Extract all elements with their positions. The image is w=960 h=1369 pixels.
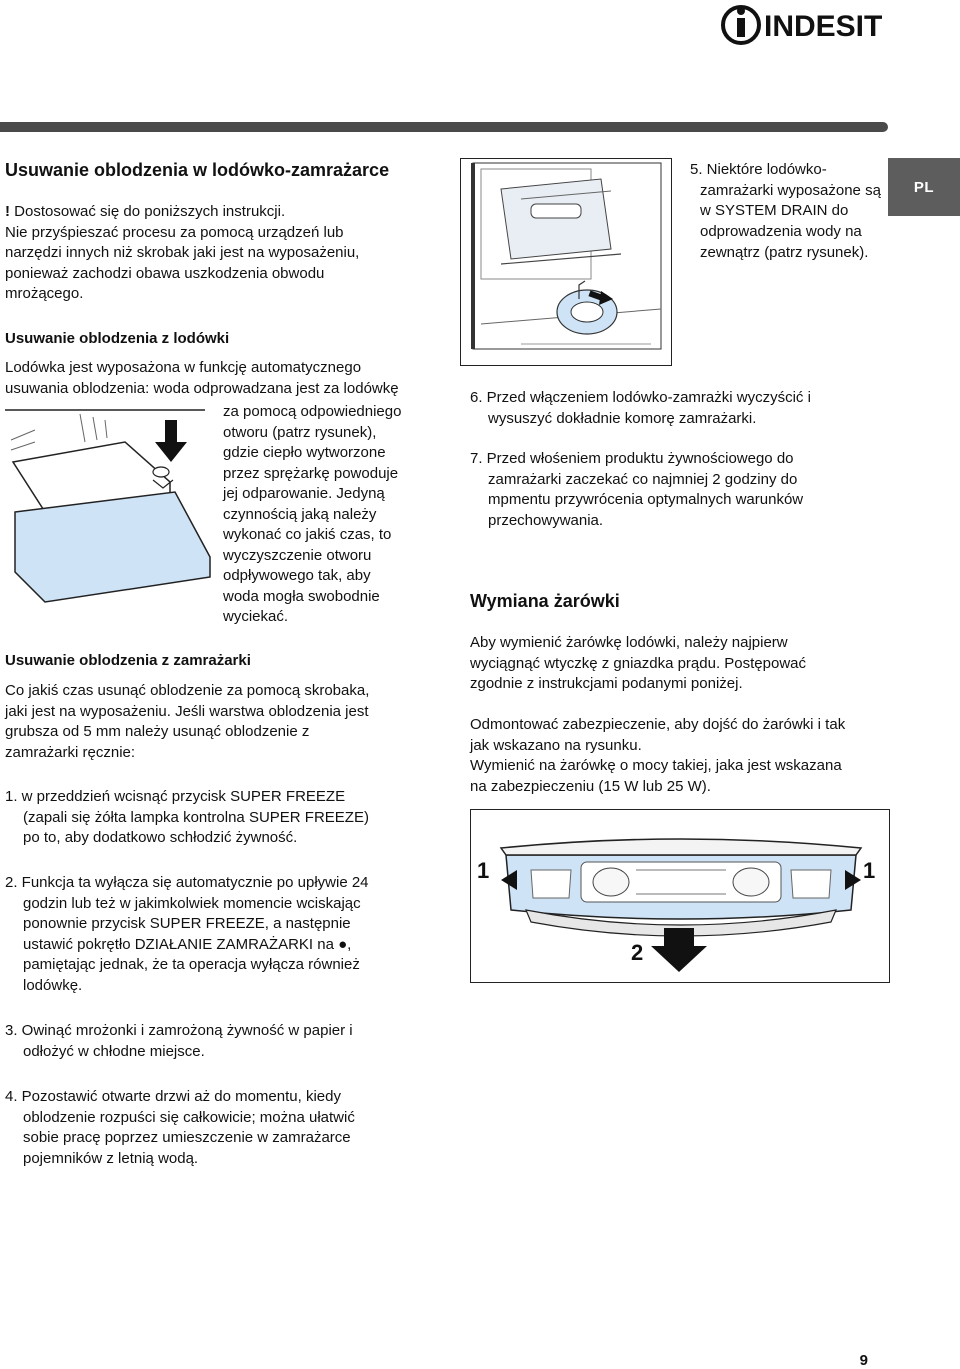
fridge-drain-illustration: [5, 402, 219, 612]
lamp-cover-illustration: [470, 809, 890, 983]
warning-first-line: Dostosować się do poniższych instrukcji.: [14, 203, 286, 220]
figure-label-right: 1: [863, 858, 876, 883]
page-number: 9: [859, 1352, 868, 1369]
header-bar: [0, 122, 888, 132]
fridge-defrost-heading: Usuwanie oblodzenia z lodówki: [5, 330, 230, 347]
fridge-drain-text: za pomocą odpowiedniego otworu (patrz rysunek), gdzie ciepło wytworzone przez sprężarkę powoduje jej odparowanie. Jedyną czynnością jaką należy wykonać co jakiś czas, to wyczyszczenie otworu odpływowego tak, aby woda mogła swobodnie wyciekać.: [223, 403, 402, 625]
bulb-replacement-heading: Wymiana żarówki: [470, 591, 620, 611]
warning-line: ponieważ zachodzi obawa uszkodzenia obwodu: [5, 264, 325, 282]
warning-line: mrożącego.: [5, 285, 84, 302]
fridge-intro: Lodówka jest wyposażona w funkcję automatycznego usuwania oblodzenia: woda odprowadzana jest za lodówkę: [5, 359, 399, 397]
step-1: 1. w przeddzień wcisnąć przycisk SUPER FREEZE (zapali się żółta lampka kontrolna SUPER FREEZE) po to, aby dodatkowo schłodzić żywność.: [5, 788, 369, 846]
brand-wordmark: INDESIT: [764, 10, 883, 43]
warning-mark: !: [5, 203, 10, 220]
system-drain-illustration: [460, 158, 672, 366]
step-4: 4. Pozostawić otwarte drzwi aż do momentu, kiedy oblodzenie rozpuści się całkowicie; można ułatwić sobie pracę poprzez umieszczenie w zamrażarce pojemników z letnią wodą.: [5, 1088, 355, 1167]
indesit-logo: [712, 0, 892, 50]
bulb-paragraph-2: Odmontować zabezpieczenie, aby dojść do żarówki i tak jak wskazano na rysunku. Wymienić na żarówkę o mocy takiej, jaka jest wskazana na zabezpieczeniu (15 W lub 25 W).: [470, 716, 846, 795]
language-tab: PL: [888, 158, 960, 216]
figure-label-bottom: 2: [631, 940, 644, 965]
warning-line: narzędzi innych niż skrobak jaki jest na wyposażeniu,: [5, 244, 360, 261]
bulb-paragraph-1: Aby wymienić żarówkę lodówki, należy najpierw wyciągnąć wtyczkę z gniazdka prądu. Postępować zgodnie z instrukcjami podanymi poniżej.: [470, 634, 807, 692]
step-3: 3. Owinąć mrożonki i zamrożoną żywność w papier i odłożyć w chłodne miejsce.: [5, 1022, 353, 1060]
figure-label-left: 1: [477, 858, 490, 883]
warning-line: Nie przyśpieszać procesu za pomocą urządzeń lub: [5, 223, 344, 241]
step-5: 5. Niektóre lodówko- zamrażarki wyposażone są w SYSTEM DRAIN do odprowadzenia wody na zewnątrz (patrz rysunek).: [690, 161, 881, 261]
warning-block: [5, 202, 435, 305]
freezer-intro: Co jakiś czas usunąć oblodzenie za pomocą skrobaka, jaki jest na wyposażeniu. Jeśli warstwa oblodzenia jest grubsza od 5 mm należy usunąć oblodzenie z zamrażarki ręcznie:: [5, 682, 370, 761]
step-2: 2. Funkcja ta wyłącza się automatycznie po upływie 24 godzin lub też w jakimkolwiek momencie wciskając ponownie przycisk SUPER FREEZE, a następnie ustawić pokrętło DZIAŁANIE ZAMRAŻARKI na ●, pamiętając jednak, że ta operacja wyłącza również lodówkę.: [5, 874, 369, 994]
step-7: 7. Przed włośeniem produktu żywnościowego do zamrażarki zaczekać co najmniej 2 godziny do mpmentu przywrócenia optymalnych warunków przechowywania.: [470, 450, 804, 529]
step-6: 6. Przed włączeniem lodówko-zamrażki wyczyścić i wysuszyć dokładnie komorę zamrażarki.: [470, 389, 811, 427]
freezer-defrost-heading: Usuwanie oblodzenia z zamrażarki: [5, 652, 251, 669]
page-title: Usuwanie oblodzenia w lodówko-zamrażarce: [5, 160, 390, 180]
